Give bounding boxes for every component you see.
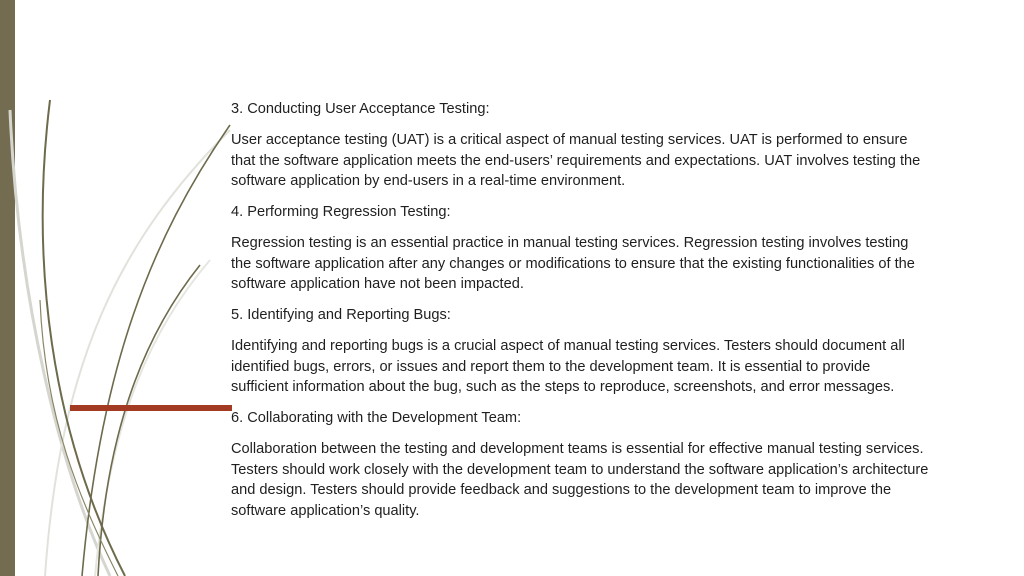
section-heading: 6. Collaborating with the Development Team: (231, 410, 522, 426)
slide-content (231, 99, 931, 532)
decorative-curve (98, 265, 200, 576)
decorative-curve (10, 110, 110, 576)
section-paragraph: User acceptance testing (UAT) is a critical aspect of manual testing services. UAT is performed to ensure that the software application meets the end-users’ requirements and expectations. UAT involves testing the software application by end-users in a real-time environment. (231, 132, 921, 189)
section-heading: 4. Performing Regression Testing: (231, 204, 451, 220)
section-paragraph: Identifying and reporting bugs is a crucial aspect of manual testing services. Testers should document all identified bugs, errors, or issues and report them to the development team. It is essential to provide sufficient information about the bug, such as the steps to reproduce, screenshots, and error messages. (231, 338, 905, 395)
decorative-curve (45, 130, 230, 576)
section-paragraph: Collaboration between the testing and development teams is essential for effective manual testing services. Testers should work closely with the development team to understand the software application’s architecture and design. Testers should provide feedback and suggestions to the development team to improve the software application’s quality. (231, 441, 929, 519)
section-heading: 5. Identifying and Reporting Bugs: (231, 307, 451, 323)
decorative-curve (43, 100, 125, 576)
decorative-curves (0, 0, 240, 576)
section-heading: 3. Conducting User Acceptance Testing: (231, 101, 490, 117)
section-paragraph: Regression testing is an essential practice in manual testing services. Regression testing involves testing the software application after any changes or modifications to ensure that the existing functionalities of the software application have not been impacted. (231, 235, 915, 292)
accent-bar (70, 405, 232, 411)
decorative-curve (95, 260, 210, 576)
